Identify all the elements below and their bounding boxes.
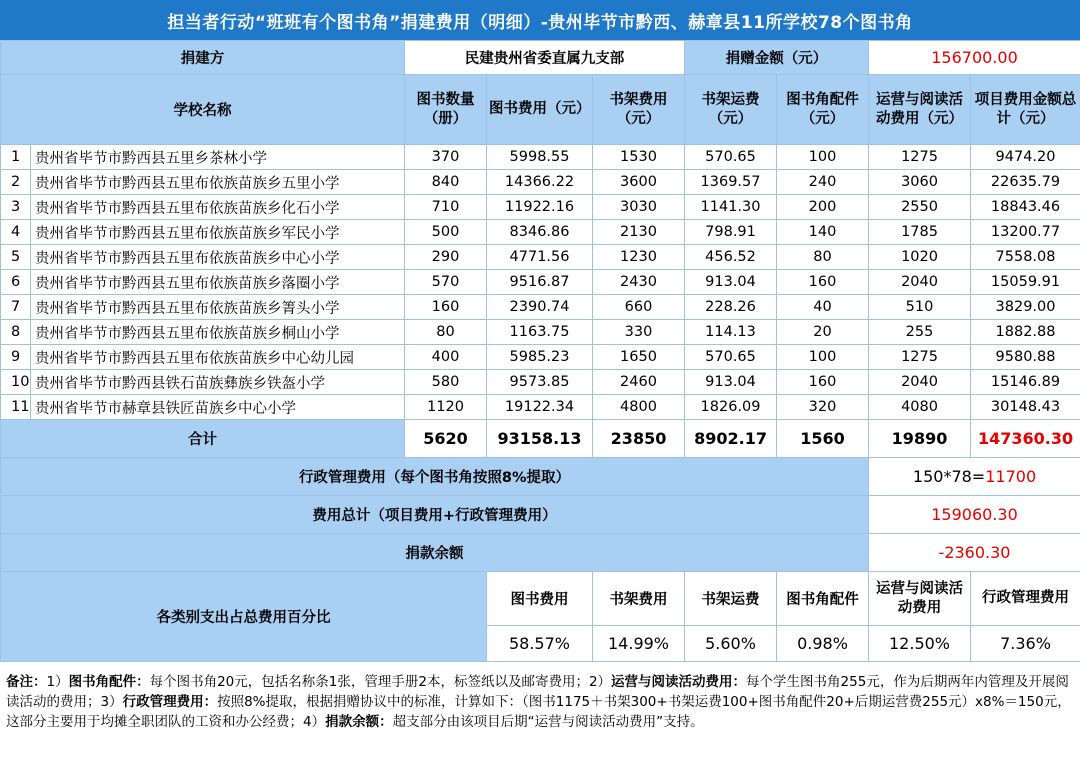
shelf-cost: 4800 (593, 395, 685, 420)
total-shelf-cost: 23850 (593, 420, 685, 458)
school-name: 贵州省毕节市黔西县五里乡茶林小学 (31, 145, 405, 170)
totals-label: 合计 (1, 420, 405, 458)
percent-header-shelf: 书架费用 (593, 572, 685, 626)
row-total: 9580.88 (971, 345, 1080, 370)
table-row (1, 345, 1080, 370)
books-qty: 400 (405, 345, 487, 370)
header-accessories: 图书角配件（元） (777, 75, 869, 145)
percent-header-admin: 行政管理费用 (971, 572, 1080, 626)
row-total: 15059.91 (971, 270, 1080, 295)
admin-fee-value: 11700 (985, 467, 1037, 486)
school-name: 贵州省毕节市黔西县五里布依族苗族乡中心幼儿园 (31, 345, 405, 370)
shelf-cost: 2130 (593, 220, 685, 245)
donation-amount-label: 捐赠金额（元） (685, 41, 869, 75)
operations: 1275 (869, 345, 971, 370)
school-name: 贵州省毕节市赫章县铁匠苗族乡中心小学 (31, 395, 405, 420)
shelf-cost: 1650 (593, 345, 685, 370)
notes (0, 666, 1080, 732)
admin-fee-row (1, 458, 1080, 496)
total-books-qty: 5620 (405, 420, 487, 458)
percent-admin: 7.36% (971, 626, 1080, 662)
percent-header-books: 图书费用 (487, 572, 593, 626)
operations: 1785 (869, 220, 971, 245)
row-number: 10 (1, 370, 31, 395)
row-number: 2 (1, 170, 31, 195)
percent-books: 58.57% (487, 626, 593, 662)
header-shelf-shipping: 书架运费（元） (685, 75, 777, 145)
shelf-shipping: 570.65 (685, 345, 777, 370)
percent-label: 各类别支出占总费用百分比 (1, 572, 487, 662)
books-qty: 570 (405, 270, 487, 295)
operations: 2550 (869, 195, 971, 220)
row-total: 22635.79 (971, 170, 1080, 195)
school-name: 贵州省毕节市黔西县五里布依族苗族乡箐头小学 (31, 295, 405, 320)
percent-header-accessories: 图书角配件 (777, 572, 869, 626)
row-number: 9 (1, 345, 31, 370)
header-school: 学校名称 (1, 75, 405, 145)
admin-fee-formula: 150*78= (912, 467, 986, 486)
note-2-heading: 运营与阅读活动费用： (611, 674, 747, 690)
school-name: 贵州省毕节市黔西县五里布依族苗族乡中心小学 (31, 245, 405, 270)
shelf-shipping: 456.52 (685, 245, 777, 270)
table-row (1, 320, 1080, 345)
note-4-number: 4） (303, 714, 326, 730)
row-number: 8 (1, 320, 31, 345)
note-3-number: 3） (100, 694, 123, 710)
books-cost: 19122.34 (487, 395, 593, 420)
accessories: 320 (777, 395, 869, 420)
accessories: 160 (777, 270, 869, 295)
books-qty: 1120 (405, 395, 487, 420)
total-accessories: 1560 (777, 420, 869, 458)
shelf-cost: 3030 (593, 195, 685, 220)
total-operations: 19890 (869, 420, 971, 458)
note-1-heading: 图书角配件： (68, 674, 150, 690)
percent-header-row (1, 572, 1080, 626)
books-qty: 840 (405, 170, 487, 195)
shelf-cost: 3600 (593, 170, 685, 195)
operations: 1275 (869, 145, 971, 170)
balance-label: 捐款余额 (1, 534, 869, 572)
shelf-cost: 660 (593, 295, 685, 320)
percent-accessories: 0.98% (777, 626, 869, 662)
shelf-cost: 1230 (593, 245, 685, 270)
header-books-qty: 图书数量（册） (405, 75, 487, 145)
grand-total-row (1, 496, 1080, 534)
table-row (1, 395, 1080, 420)
header-total: 项目费用金额总计（元） (971, 75, 1080, 145)
note-3-heading: 行政管理费用： (122, 694, 218, 710)
table-row (1, 145, 1080, 170)
shelf-shipping: 570.65 (685, 145, 777, 170)
accessories: 140 (777, 220, 869, 245)
operations: 2040 (869, 270, 971, 295)
books-qty: 290 (405, 245, 487, 270)
shelf-cost: 2430 (593, 270, 685, 295)
percent-shelf: 14.99% (593, 626, 685, 662)
table-row (1, 220, 1080, 245)
note-4-heading: 捐款余额： (325, 714, 393, 730)
page-title: 担当者行动“班班有个图书角”捐建费用（明细）-贵州毕节市黔西、赫章县11所学校78个图书角 (0, 0, 1080, 40)
accessories: 200 (777, 195, 869, 220)
accessories: 80 (777, 245, 869, 270)
operations: 4080 (869, 395, 971, 420)
shelf-shipping: 114.13 (685, 320, 777, 345)
table-row (1, 170, 1080, 195)
shelf-shipping: 1369.57 (685, 170, 777, 195)
row-number: 3 (1, 195, 31, 220)
note-2-text: 每个学生图书角255元，作为后期两年内管理及开展阅读活动的费用； (6, 674, 1069, 710)
school-name: 贵州省毕节市黔西县五里布依族苗族乡落圈小学 (31, 270, 405, 295)
shelf-shipping: 798.91 (685, 220, 777, 245)
row-total: 15146.89 (971, 370, 1080, 395)
donor-row (1, 41, 1080, 75)
school-name: 贵州省毕节市黔西县五里布依族苗族乡桐山小学 (31, 320, 405, 345)
row-total: 30148.43 (971, 395, 1080, 420)
shelf-shipping: 1141.30 (685, 195, 777, 220)
admin-fee-label: 行政管理费用（每个图书角按照8%提取） (1, 458, 869, 496)
percent-shipping: 5.60% (685, 626, 777, 662)
books-cost: 9573.85 (487, 370, 593, 395)
header-shelf-cost: 书架费用（元） (593, 75, 685, 145)
row-number: 4 (1, 220, 31, 245)
school-name: 贵州省毕节市黔西县五里布依族苗族乡五里小学 (31, 170, 405, 195)
books-cost: 1163.75 (487, 320, 593, 345)
grand-total-value: 159060.30 (869, 496, 1080, 534)
cost-table (0, 40, 1080, 662)
total-books-cost: 93158.13 (487, 420, 593, 458)
operations: 1020 (869, 245, 971, 270)
books-qty: 80 (405, 320, 487, 345)
percent-header-shipping: 书架运费 (685, 572, 777, 626)
row-total: 13200.77 (971, 220, 1080, 245)
header-operations: 运营与阅读活动费用（元） (869, 75, 971, 145)
books-cost: 14366.22 (487, 170, 593, 195)
accessories: 160 (777, 370, 869, 395)
header-books-cost: 图书费用（元） (487, 75, 593, 145)
accessories: 100 (777, 145, 869, 170)
school-name: 贵州省毕节市黔西县五里布依族苗族乡军民小学 (31, 220, 405, 245)
books-qty: 370 (405, 145, 487, 170)
donor-name: 民建贵州省委直属九支部 (405, 41, 685, 75)
row-total: 18843.46 (971, 195, 1080, 220)
table-row (1, 245, 1080, 270)
balance-row (1, 534, 1080, 572)
operations: 2040 (869, 370, 971, 395)
balance-value: -2360.30 (869, 534, 1080, 572)
row-total: 7558.08 (971, 245, 1080, 270)
row-total: 9474.20 (971, 145, 1080, 170)
row-number: 5 (1, 245, 31, 270)
project-total: 147360.30 (971, 420, 1080, 458)
donation-amount: 156700.00 (869, 41, 1080, 75)
row-number: 7 (1, 295, 31, 320)
row-total: 1882.88 (971, 320, 1080, 345)
note-2-number: 2） (588, 674, 612, 690)
shelf-shipping: 913.04 (685, 370, 777, 395)
totals-row (1, 420, 1080, 458)
books-cost: 5998.55 (487, 145, 593, 170)
donor-label: 捐建方 (1, 41, 405, 75)
operations: 255 (869, 320, 971, 345)
row-number: 1 (1, 145, 31, 170)
notes-prefix: 备注： (6, 674, 47, 690)
books-cost: 8346.86 (487, 220, 593, 245)
table-row (1, 295, 1080, 320)
books-qty: 580 (405, 370, 487, 395)
admin-fee-value-cell (869, 458, 1080, 496)
header-row (1, 75, 1080, 145)
shelf-shipping: 228.26 (685, 295, 777, 320)
row-number: 11 (1, 395, 31, 420)
shelf-shipping: 913.04 (685, 270, 777, 295)
note-3-text: 按照8%提取，根据捐赠协议中的标准，计算如下：（图书1175＋书架300+书架运费100+图书角配件20+后期运营费255元）x8%＝150元，这部分主要用于均摊全职团队的工资和办公经费； (6, 694, 1071, 730)
percent-header-operations: 运营与阅读活动费用 (869, 572, 971, 626)
accessories: 240 (777, 170, 869, 195)
shelf-shipping: 1826.09 (685, 395, 777, 420)
table-row (1, 195, 1080, 220)
operations: 3060 (869, 170, 971, 195)
operations: 510 (869, 295, 971, 320)
table-row (1, 270, 1080, 295)
shelf-cost: 330 (593, 320, 685, 345)
note-4-text: 超支部分由该项目后期“运营与阅读活动费用”支持。 (392, 714, 704, 730)
percent-operations: 12.50% (869, 626, 971, 662)
shelf-cost: 1530 (593, 145, 685, 170)
accessories: 100 (777, 345, 869, 370)
note-1-text: 每个图书角20元，包括名称条1张，管理手册2本，标签纸以及邮寄费用； (149, 674, 589, 690)
school-name: 贵州省毕节市黔西县铁石苗族彝族乡铁盔小学 (31, 370, 405, 395)
books-cost: 4771.56 (487, 245, 593, 270)
total-shelf-shipping: 8902.17 (685, 420, 777, 458)
accessories: 20 (777, 320, 869, 345)
books-qty: 160 (405, 295, 487, 320)
table-row (1, 370, 1080, 395)
books-cost: 2390.74 (487, 295, 593, 320)
shelf-cost: 2460 (593, 370, 685, 395)
books-qty: 500 (405, 220, 487, 245)
books-cost: 9516.87 (487, 270, 593, 295)
note-1-number: 1） (46, 674, 69, 690)
grand-total-label: 费用总计（项目费用+行政管理费用） (1, 496, 869, 534)
books-cost: 5985.23 (487, 345, 593, 370)
row-number: 6 (1, 270, 31, 295)
books-cost: 11922.16 (487, 195, 593, 220)
school-name: 贵州省毕节市黔西县五里布依族苗族乡化石小学 (31, 195, 405, 220)
books-qty: 710 (405, 195, 487, 220)
row-total: 3829.00 (971, 295, 1080, 320)
accessories: 40 (777, 295, 869, 320)
